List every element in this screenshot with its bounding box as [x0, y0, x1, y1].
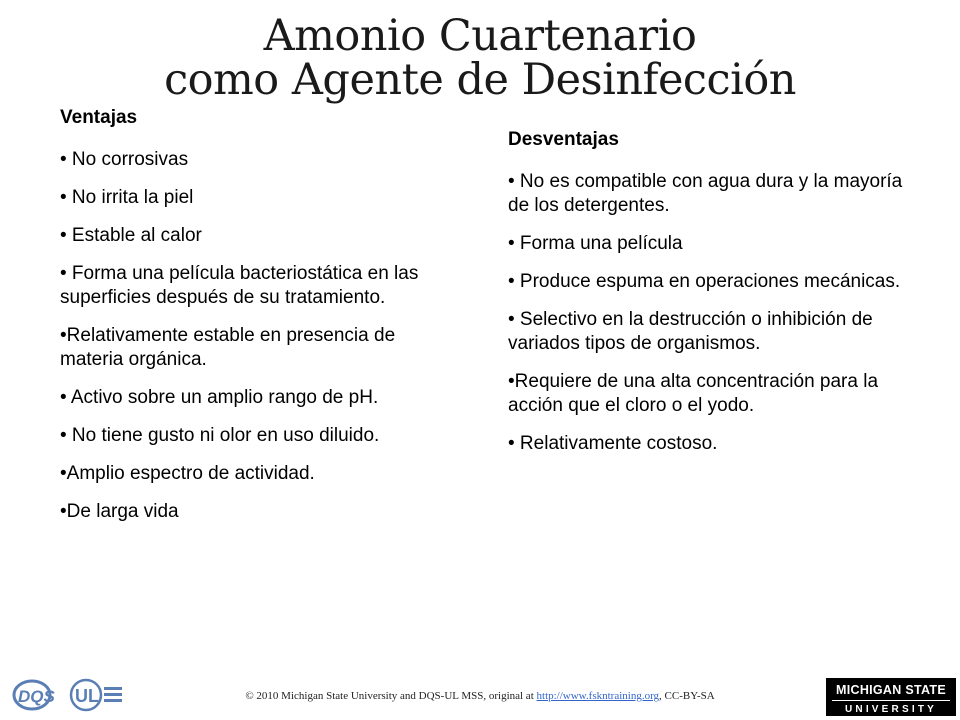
desventajas-column	[508, 128, 908, 470]
footer-prefix: © 2010 Michigan State University and DQS-UL MSS, original at	[245, 690, 537, 702]
desventajas-heading: Desventajas	[508, 129, 619, 150]
msu-logo-line-1: MICHIGAN STATE	[836, 683, 946, 697]
ventajas-item: •De larga vida	[60, 501, 179, 522]
ventajas-item: • Activo sobre un amplio rango de pH.	[60, 387, 379, 408]
desventajas-item: • Selectivo en la destrucción o inhibición de variados tipos de organismos.	[508, 309, 873, 354]
desventajas-item: • Forma una película	[508, 233, 683, 254]
desventajas-item: • No es compatible con agua dura y la mayoría de los detergentes.	[508, 171, 903, 216]
ventajas-item: • Forma una película bacteriostática en las superficies después de su tratamiento.	[60, 263, 419, 308]
ventajas-item: •Amplio espectro de actividad.	[60, 463, 315, 484]
ventajas-item: •Relativamente estable en presencia de materia orgánica.	[60, 325, 396, 370]
title-line-1: Amonio Cuartenario	[263, 11, 697, 61]
svg-text:UL: UL	[75, 686, 99, 706]
footer-suffix: , CC-BY-SA	[659, 690, 715, 702]
msu-logo-line-2: UNIVERSITY	[832, 700, 950, 716]
copyright-footer	[0, 690, 960, 702]
ventajas-item: • No tiene gusto ni olor en uso diluido.	[60, 425, 380, 446]
svg-text:DQS: DQS	[18, 687, 55, 706]
ventajas-item: • No corrosivas	[60, 149, 189, 170]
ventajas-column	[60, 106, 452, 538]
ventajas-item: • No irrita la piel	[60, 187, 194, 208]
msu-logo	[826, 678, 956, 716]
desventajas-item: •Requiere de una alta concentración para la acción que el cloro o el yodo.	[508, 371, 879, 416]
ventajas-heading: Ventajas	[60, 107, 138, 128]
title-line-2: como Agente de Desinfección	[164, 55, 796, 105]
slide-title	[0, 11, 960, 105]
footer-link[interactable]: http://www.fskntraining.org	[536, 690, 660, 702]
ventajas-item: • Estable al calor	[60, 225, 202, 246]
desventajas-item: • Relativamente costoso.	[508, 433, 718, 454]
desventajas-item: • Produce espuma en operaciones mecánicas.	[508, 271, 901, 292]
